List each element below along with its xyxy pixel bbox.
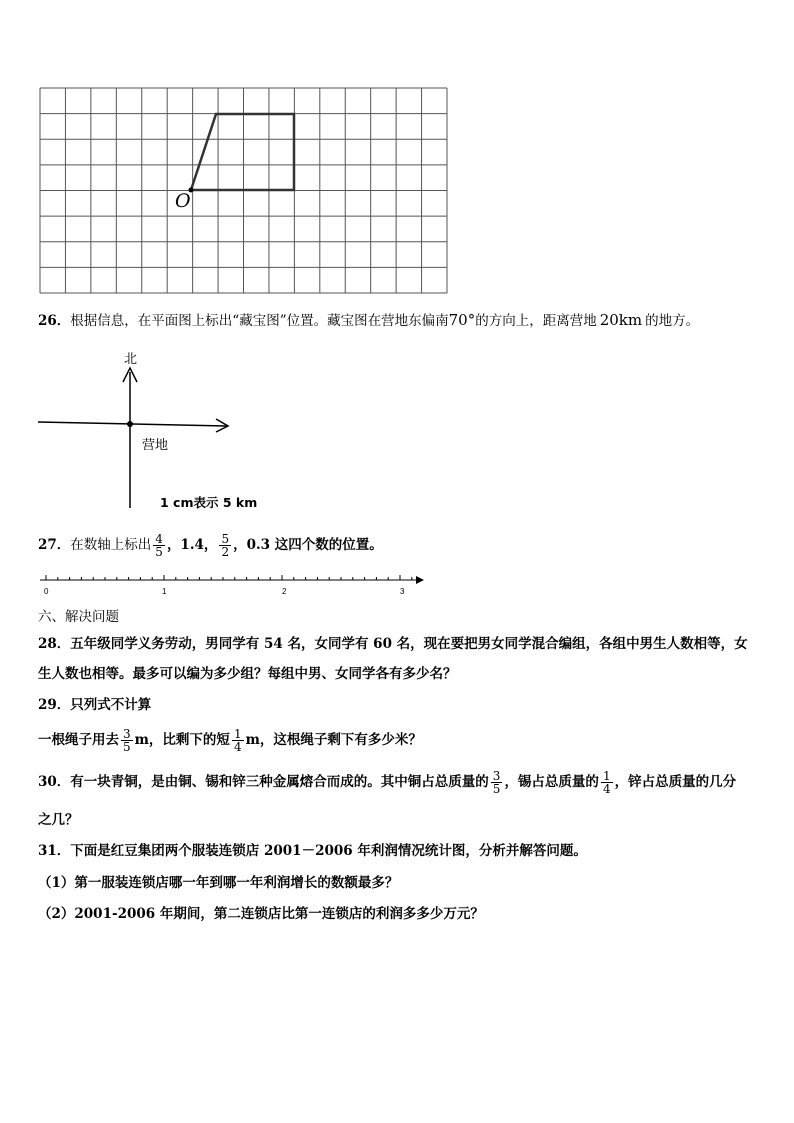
camp-label: 营地 <box>142 438 169 453</box>
fraction-1-4: $\frac{1}{4}$ <box>602 769 611 796</box>
question-28-line2: 生人数也相等。最多可以编为多少组？每组中男、女同学各有多少名？ <box>38 666 457 682</box>
origin-label: O <box>175 190 191 212</box>
question-29: 29．只列式不计算 <box>38 697 152 713</box>
question-26: 26．根据信息，在平面图上标出“藏宝图”位置。藏宝图在营地东偏南70°的方向上，距离营地 20km 的地方。 <box>38 311 700 329</box>
question-31-sub2: （2）2001-2006 年期间，第二连锁店比第一连锁店的利润多多少万元？ <box>38 906 484 922</box>
question-number: 26． <box>38 313 71 329</box>
question-30: 30．有一块青铜，是由铜、锡和锌三种金属熔合而成的。其中铜占总质量的 $\frac{3}{5}$ ，锡占总质量的 $\frac{1}{4}$ ，锌占总质量的几分 <box>38 769 737 796</box>
number-line <box>38 570 428 590</box>
tick-label-0: 0 <box>44 587 49 596</box>
north-label: 北 <box>124 352 138 367</box>
question-31: 31．下面是红豆集团两个服装连锁店 2001－2006 年利润情况统计图，分析并解答问题。 <box>38 843 587 859</box>
angle-value: 70° <box>448 311 476 329</box>
scale-label: 1 cm表示 5 km <box>160 495 258 510</box>
fraction-3-5: $\frac{3}{5}$ <box>492 769 501 796</box>
grid-figure <box>36 84 452 298</box>
fraction-4-5: $\frac{4}{5}$ <box>155 532 163 559</box>
fraction-3-5: $\frac{3}{5}$ <box>123 727 131 754</box>
fraction-5-2: $\frac{5}{2}$ <box>221 532 230 559</box>
section-title: 六、解决问题 <box>38 609 119 625</box>
distance-value: 20km <box>599 311 643 329</box>
compass-diagram <box>30 340 250 515</box>
question-28: 28．五年级同学义务劳动，男同学有 54 名，女同学有 60 名，现在要把男女同学混合编组，各组中男生人数相等，女 <box>38 636 748 652</box>
question-27: 27．在数轴上标出 $\frac{4}{5}$ ，1.4， $\frac{5}{2}$ ，0.3 这四个数的位置。 <box>38 532 383 559</box>
question-31-sub1: （1）第一服装连锁店哪一年到哪一年利润增长的数额最多？ <box>38 875 399 891</box>
tick-label-1: 1 <box>162 587 167 596</box>
tick-label-2: 2 <box>282 587 287 596</box>
tick-label-3: 3 <box>400 587 405 596</box>
fraction-1-4: $\frac{1}{4}$ <box>233 727 242 754</box>
question-30-line2: 之几？ <box>38 812 79 828</box>
question-29-body: 一根绳子用去 $\frac{3}{5}$ m，比剩下的短 $\frac{1}{4}$ m，这根绳子剩下有多少米？ <box>38 727 422 754</box>
trapezoid-shape <box>191 114 294 190</box>
